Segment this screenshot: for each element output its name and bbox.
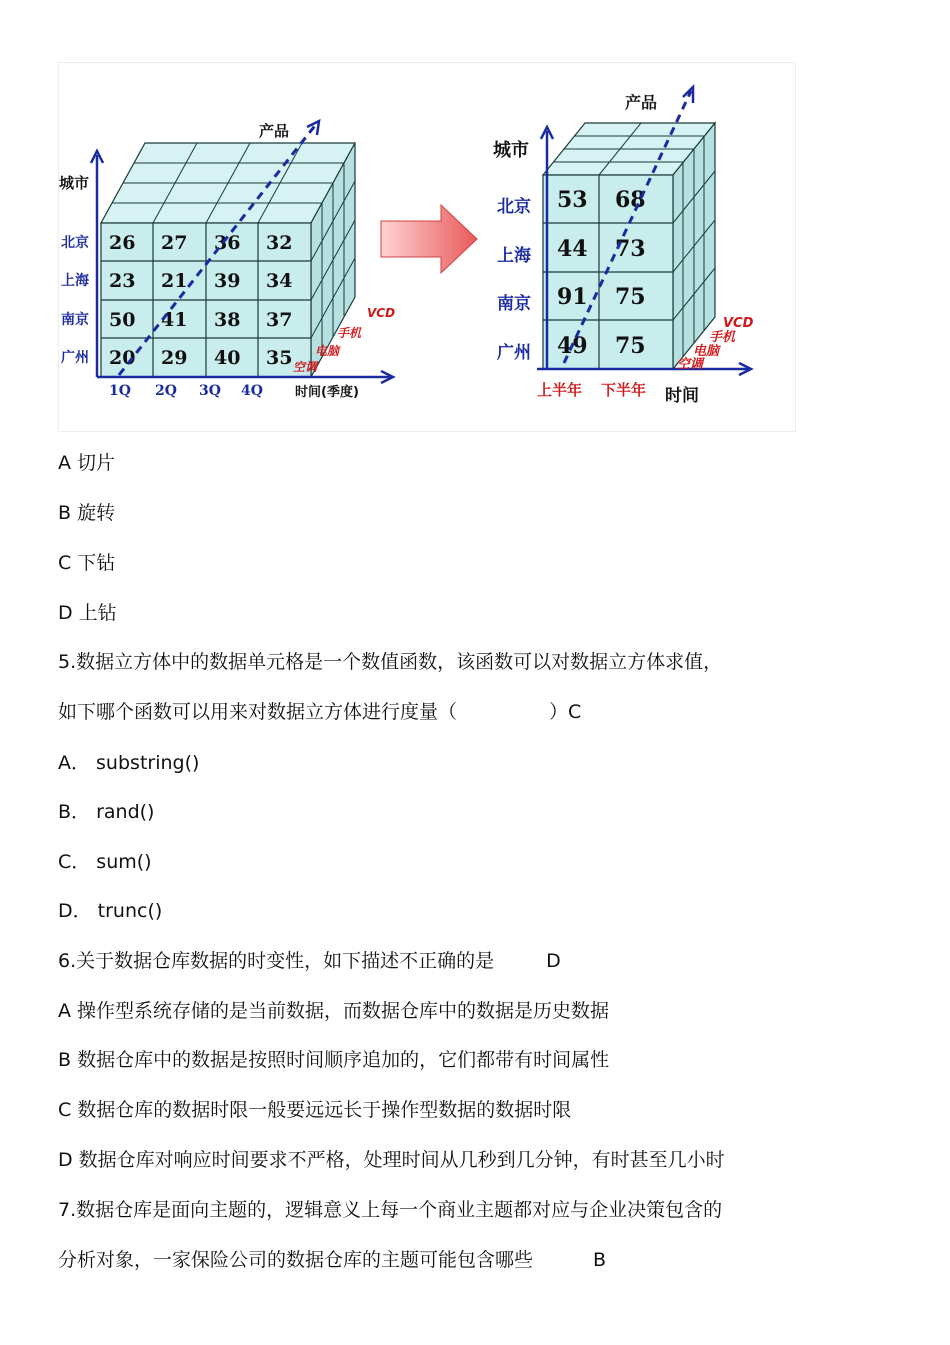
q6-option-a: A 操作型系统存储的是当前数据，而数据仓库中的数据是历史数据 bbox=[58, 1000, 610, 1022]
right-cell-3-1: 75 bbox=[615, 333, 646, 359]
right-product-1: 手机 bbox=[709, 330, 736, 345]
question-6-answer: D bbox=[546, 950, 561, 972]
olap-rollup-figure bbox=[58, 62, 796, 432]
right-half-1: 下半年 bbox=[601, 381, 647, 399]
right-cell-1-0: 44 bbox=[557, 236, 588, 262]
right-cell-0-0: 53 bbox=[557, 187, 588, 213]
right-cell-1-1: 73 bbox=[615, 236, 646, 262]
left-product-1: 手机 bbox=[337, 326, 362, 340]
left-cell-0-1: 27 bbox=[161, 232, 188, 254]
right-product-2: 电脑 bbox=[693, 344, 720, 359]
left-cell-1-3: 34 bbox=[266, 270, 293, 292]
left-cell-1-1: 21 bbox=[161, 270, 188, 292]
right-city-0: 北京 bbox=[497, 197, 531, 217]
left-product-axis-label: 产品 bbox=[259, 122, 290, 140]
right-cell-2-1: 75 bbox=[615, 284, 646, 310]
left-city-2: 南京 bbox=[61, 312, 89, 328]
left-cell-2-0: 50 bbox=[109, 309, 136, 331]
left-city-1: 上海 bbox=[61, 273, 89, 289]
right-city-3: 广州 bbox=[497, 343, 531, 363]
left-cell-1-0: 23 bbox=[109, 270, 136, 292]
left-cell-2-1: 41 bbox=[161, 309, 188, 331]
q6-option-d: D 数据仓库对响应时间要求不严格，处理时间从几秒到几分钟，有时甚至几小时 bbox=[58, 1149, 725, 1171]
left-city-3: 广州 bbox=[61, 350, 89, 366]
left-product-0: VCD bbox=[367, 306, 396, 320]
right-cube bbox=[493, 87, 754, 406]
question-7-answer: B bbox=[593, 1249, 607, 1271]
option-a-slice: A 切片 bbox=[58, 452, 116, 474]
question-6 bbox=[58, 949, 561, 973]
left-cell-2-2: 38 bbox=[214, 309, 241, 331]
left-cell-0-0: 26 bbox=[109, 232, 136, 254]
option-d-rollup: D 上钻 bbox=[58, 602, 117, 624]
left-quarter-3: 4Q bbox=[241, 383, 263, 399]
left-quarter-2: 3Q bbox=[199, 383, 221, 399]
right-product-axis-label: 产品 bbox=[625, 93, 658, 112]
right-product-0: VCD bbox=[723, 316, 754, 331]
left-time-axis-label: 时间(季度) bbox=[295, 385, 359, 400]
question-7-line-2 bbox=[58, 1248, 606, 1272]
left-cell-3-0: 20 bbox=[109, 347, 136, 369]
rollup-arrow-icon bbox=[381, 205, 477, 273]
olap-figure-svg bbox=[59, 63, 795, 431]
question-5-line-1: 5.数据立方体中的数据单元格是一个数值函数，该函数可以对数据立方体求值， bbox=[58, 651, 723, 673]
left-cell-3-2: 40 bbox=[214, 347, 241, 369]
question-7-line-1: 7.数据仓库是面向主题的，逻辑意义上每一个商业主题都对应与企业决策包含的 bbox=[58, 1199, 723, 1221]
left-product-3: 空调 bbox=[293, 360, 318, 374]
rollup-arrow bbox=[381, 205, 477, 273]
left-cell-1-2: 39 bbox=[214, 270, 241, 292]
left-cell-0-2: 36 bbox=[214, 232, 241, 254]
right-cell-2-0: 91 bbox=[557, 284, 588, 310]
right-cell-3-0: 49 bbox=[557, 333, 588, 359]
left-cell-3-3: 35 bbox=[266, 347, 293, 369]
option-c-drilldown: C 下钻 bbox=[58, 552, 116, 574]
question-7-text: 分析对象，一家保险公司的数据仓库的主题可能包含哪些 bbox=[58, 1249, 534, 1271]
left-cell-3-1: 29 bbox=[161, 347, 188, 369]
q5-option-b: B． rand() bbox=[58, 801, 155, 823]
right-city-2: 南京 bbox=[497, 294, 531, 314]
question-5-answer: ）C bbox=[549, 701, 582, 723]
q5-option-c: C． sum() bbox=[58, 851, 152, 873]
question-5-line-2 bbox=[58, 700, 581, 724]
right-cell-0-1: 68 bbox=[615, 187, 646, 213]
left-cell-0-3: 32 bbox=[266, 232, 293, 254]
q5-option-a: A． substring() bbox=[58, 752, 200, 774]
left-cube bbox=[59, 121, 395, 400]
right-half-0: 上半年 bbox=[537, 381, 583, 399]
left-city-0: 北京 bbox=[61, 235, 89, 251]
q5-option-d: D． trunc() bbox=[58, 900, 163, 922]
left-cell-2-3: 37 bbox=[266, 309, 293, 331]
left-city-axis-label: 城市 bbox=[59, 174, 90, 192]
q6-option-b: B 数据仓库中的数据是按照时间顺序追加的，它们都带有时间属性 bbox=[58, 1049, 610, 1071]
left-product-2: 电脑 bbox=[315, 344, 340, 358]
left-quarter-0: 1Q bbox=[109, 383, 131, 399]
left-quarter-1: 2Q bbox=[155, 383, 177, 399]
question-6-text: 6.关于数据仓库数据的时变性，如下描述不正确的是 bbox=[58, 950, 495, 972]
q6-option-c: C 数据仓库的数据时限一般要远远长于操作型数据的数据时限 bbox=[58, 1099, 572, 1121]
right-time-axis-label: 时间 bbox=[665, 386, 699, 406]
option-b-rotate: B 旋转 bbox=[58, 502, 116, 524]
right-city-1: 上海 bbox=[497, 246, 531, 266]
question-5-text: 如下哪个函数可以用来对数据立方体进行度量（ bbox=[58, 701, 458, 723]
right-city-axis-label: 城市 bbox=[493, 140, 529, 161]
right-product-3: 空调 bbox=[677, 357, 704, 372]
